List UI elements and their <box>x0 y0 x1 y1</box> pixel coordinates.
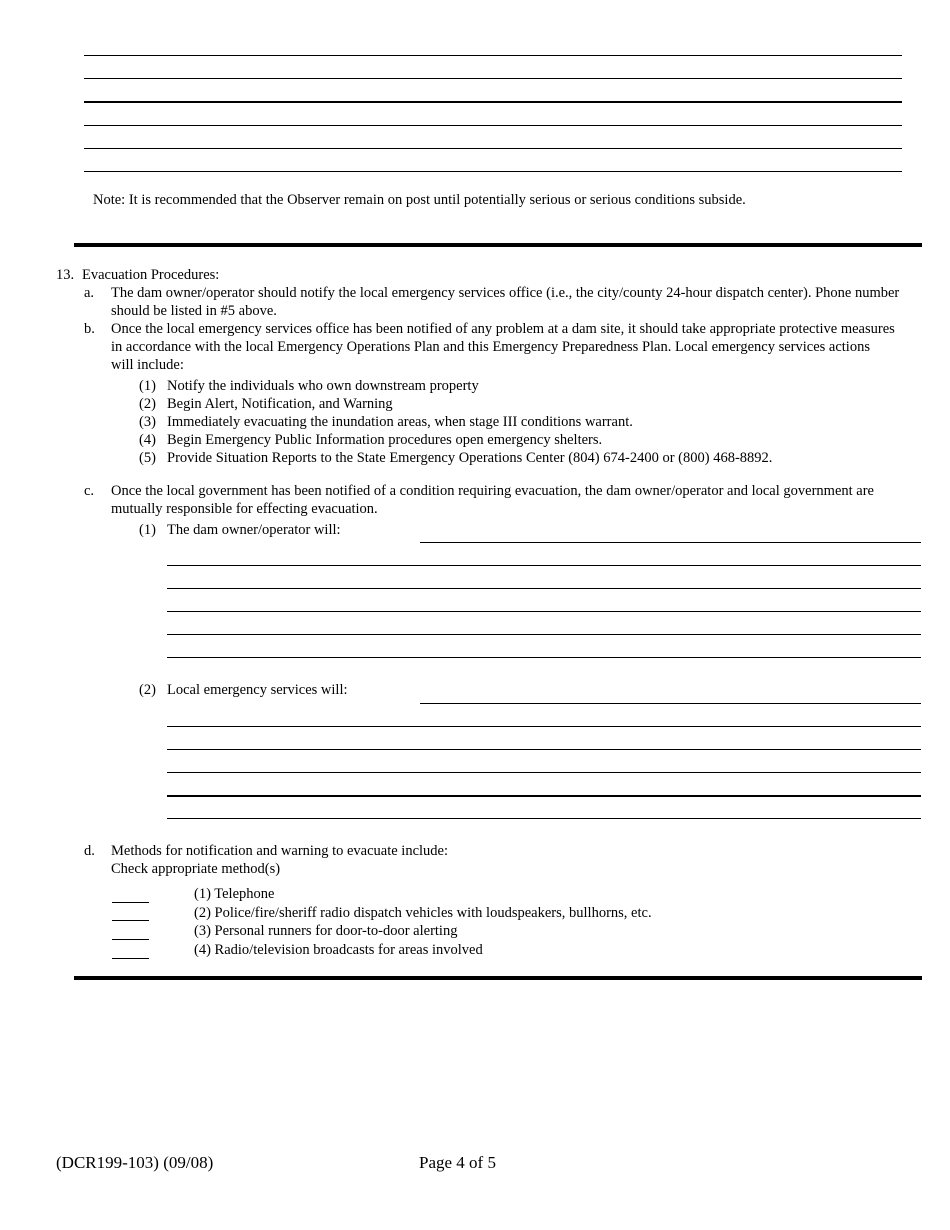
section-number: 13. <box>56 267 75 283</box>
method-checkbox-blank[interactable] <box>112 958 149 959</box>
local-duties-number: (2) <box>139 682 156 698</box>
owner-duties-line[interactable] <box>420 542 921 543</box>
action-item-text: Begin Emergency Public Information procedures open emergency shelters. <box>167 432 603 448</box>
action-item-text: Notify the individuals who own downstream property <box>167 378 479 394</box>
action-item-number: (5) <box>139 450 156 466</box>
item-b-marker: b. <box>84 321 95 337</box>
method-checkbox-blank[interactable] <box>112 902 149 903</box>
action-item-text: Begin Alert, Notification, and Warning <box>167 396 393 412</box>
local-duties-line[interactable] <box>167 749 921 750</box>
section-divider <box>74 976 922 980</box>
item-d-subtext: Check appropriate method(s) <box>111 861 281 877</box>
action-item-number: (1) <box>139 378 156 394</box>
method-checkbox-blank[interactable] <box>112 920 149 921</box>
owner-duties-line[interactable] <box>167 611 921 612</box>
action-item-text: Immediately evacuating the inundation areas, when stage III conditions warrant. <box>167 414 633 430</box>
owner-duties-number: (1) <box>139 522 156 538</box>
item-c-marker: c. <box>84 483 95 499</box>
section-title: Evacuation Procedures: <box>82 267 220 283</box>
method-label: (1) Telephone <box>194 886 275 902</box>
owner-duties-label: The dam owner/operator will: <box>167 522 341 538</box>
top-write-line[interactable] <box>84 78 902 79</box>
owner-duties-line[interactable] <box>167 565 921 566</box>
item-a-marker: a. <box>84 285 95 301</box>
action-item-number: (2) <box>139 396 156 412</box>
local-duties-line[interactable] <box>420 703 921 704</box>
method-label: (2) Police/fire/sheriff radio dispatch vehicles with loudspeakers, bullhorns, etc. <box>194 905 652 921</box>
owner-duties-line[interactable] <box>167 657 921 658</box>
item-a-text: The dam owner/operator should notify the local emergency services office (i.e., the city/county 24-hour dispatch center). Phone number should be listed in #5 above. <box>111 285 900 319</box>
local-duties-line[interactable] <box>167 795 921 797</box>
owner-duties-line[interactable] <box>167 634 921 635</box>
local-duties-line[interactable] <box>167 818 921 819</box>
top-write-line[interactable] <box>84 55 902 56</box>
action-item-text: Provide Situation Reports to the State Emergency Operations Center (804) 674-2400 or (800) 468-8892. <box>167 450 773 466</box>
method-checkbox-blank[interactable] <box>112 939 149 940</box>
local-duties-label: Local emergency services will: <box>167 682 348 698</box>
owner-duties-line[interactable] <box>167 588 921 589</box>
top-write-line[interactable] <box>84 101 902 103</box>
method-label: (3) Personal runners for door-to-door alerting <box>194 923 458 939</box>
observer-note: Note: It is recommended that the Observer remain on post until potentially serious or serious conditions subside. <box>93 192 746 208</box>
page-number: Page 4 of 5 <box>419 1153 496 1172</box>
method-label: (4) Radio/television broadcasts for areas involved <box>194 942 483 958</box>
form-id: (DCR199-103) (09/08) <box>56 1153 214 1172</box>
item-d-marker: d. <box>84 843 95 859</box>
action-item-number: (4) <box>139 432 156 448</box>
section-divider <box>74 243 922 247</box>
action-item-number: (3) <box>139 414 156 430</box>
item-d-text: Methods for notification and warning to evacuate include: <box>111 843 449 859</box>
top-write-line[interactable] <box>84 171 902 172</box>
local-duties-line[interactable] <box>167 772 921 773</box>
top-write-line[interactable] <box>84 125 902 126</box>
local-duties-line[interactable] <box>167 726 921 727</box>
top-write-line[interactable] <box>84 148 902 149</box>
item-b-text: Once the local emergency services office has been notified of any problem at a dam site, it should take appropriate protective measures in accordance with the local Emergency Operations Plan and this Emergency Preparedness Plan. Local emergency services actions will include: <box>111 321 895 373</box>
item-c-text: Once the local government has been notified of a condition requiring evacuation, the dam owner/operator and local government are mutually responsible for effecting evacuation. <box>111 483 874 517</box>
